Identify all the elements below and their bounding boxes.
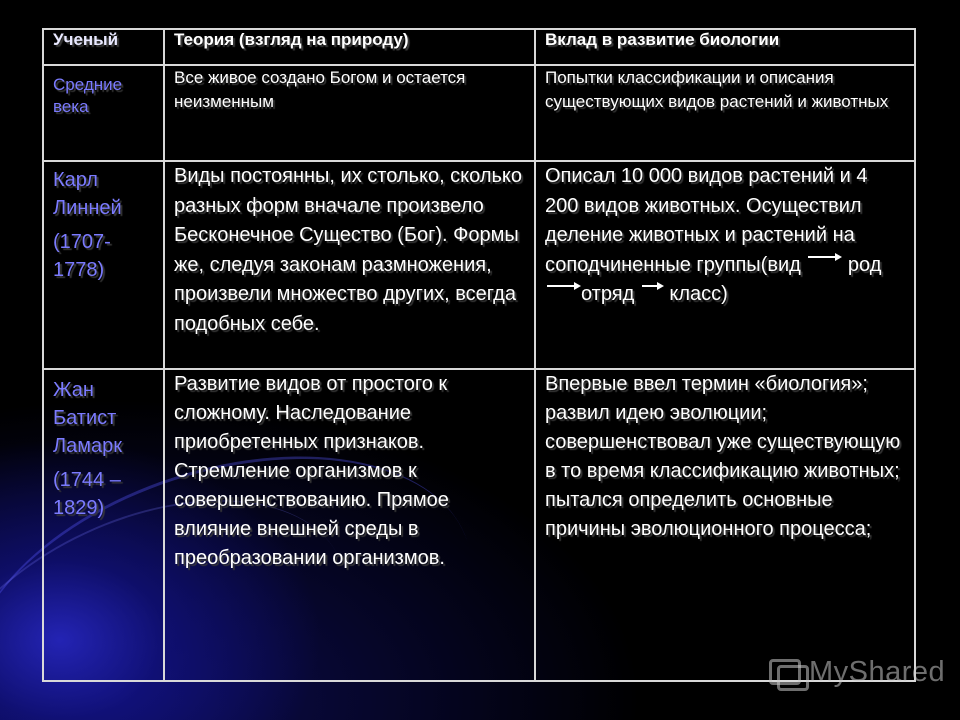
biology-history-table — [42, 28, 916, 682]
watermark-text: MyShared — [809, 655, 946, 688]
scientist-cell — [43, 161, 164, 369]
table-row — [43, 65, 915, 161]
scientist-cell — [43, 369, 164, 681]
scientist-name: Жан Батист Ламарк — [53, 379, 122, 457]
theory-cell: Все живое создано Богом и остается неизменным — [164, 65, 535, 161]
scientist-name: Карл Линней — [53, 169, 122, 219]
scientist-dates: (1707-1778) — [53, 231, 111, 281]
watermark — [767, 655, 945, 689]
table-row — [43, 161, 915, 369]
contribution-text: Описал 10 000 видов растений и 4 200 видов животных. Осуществил деление животных и растений на соподчиненные группы(вид — [545, 165, 868, 276]
theory-cell: Виды постоянны, их столько, сколько разных форм вначале произвело Бесконечное Существо (Бог). Формы же, следуя законам размножения, произвели множество других, всегда подобных себе. — [164, 161, 535, 369]
arrow-right-icon — [545, 281, 581, 291]
myshared-logo-icon — [767, 655, 805, 689]
header-theory: Теория (взгляд на природу) — [164, 29, 535, 65]
header-contribution: Вклад в развитие биологии — [535, 29, 915, 65]
arrow-right-icon — [640, 281, 664, 291]
scientist-cell: Средние века — [43, 65, 164, 161]
table-row — [43, 369, 915, 681]
contribution-end: класс) — [669, 283, 728, 305]
table-header-row — [43, 29, 915, 65]
contribution-cell: Попытки классификации и описания существующих видов растений и животных — [535, 65, 915, 161]
contribution-cell: Впервые ввел термин «биология»; развил идею эволюции; совершенствовал уже существующую в то время классификацию животных; пытался определить основные причины эволюционного процесса; — [535, 369, 915, 681]
contribution-rod: род — [847, 253, 882, 276]
header-scientist: Ученый — [43, 29, 164, 65]
arrow-right-icon — [806, 252, 842, 262]
scientist-dates: (1744 – 1829) — [53, 469, 121, 519]
theory-cell: Развитие видов от простого к сложному. Наследование приобретенных признаков. Стремление организмов к совершенствованию. Прямое влияние внешней среды в преобразовании организмов. — [164, 369, 535, 681]
contribution-otryad: отряд — [581, 283, 635, 305]
contribution-cell — [535, 161, 915, 369]
